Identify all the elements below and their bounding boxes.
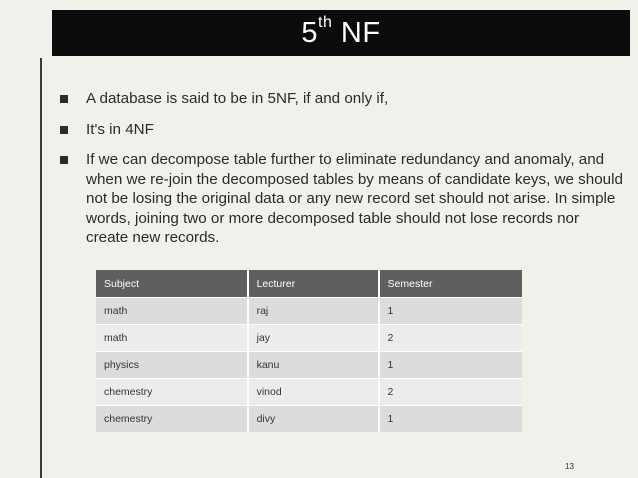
square-bullet-icon xyxy=(60,156,68,164)
column-header-lecturer: Lecturer xyxy=(248,270,379,298)
table-cell: 2 xyxy=(379,379,522,406)
slide-title xyxy=(301,13,381,49)
bullet-item xyxy=(58,120,624,140)
table-row xyxy=(96,379,522,406)
bullet-text: It's in 4NF xyxy=(86,120,154,138)
column-header-subject: Subject xyxy=(96,270,248,298)
table-cell: jay xyxy=(248,325,379,352)
table-cell: chemestry xyxy=(96,406,248,433)
title-text: NF xyxy=(332,16,381,49)
square-bullet-icon xyxy=(60,126,68,134)
example-table xyxy=(96,270,522,432)
table-cell: math xyxy=(96,325,248,352)
table-cell: kanu xyxy=(248,352,379,379)
table-cell: math xyxy=(96,298,248,325)
column-header-semester: Semester xyxy=(379,270,522,298)
table-cell: 2 xyxy=(379,325,522,352)
table-cell: 1 xyxy=(379,406,522,433)
table-cell: 1 xyxy=(379,352,522,379)
square-bullet-icon xyxy=(60,95,68,103)
table-header-row xyxy=(96,270,522,298)
title-superscript: th xyxy=(318,13,333,31)
left-vertical-rule xyxy=(40,58,42,478)
table-cell: physics xyxy=(96,352,248,379)
table-cell: chemestry xyxy=(96,379,248,406)
table-cell: raj xyxy=(248,298,379,325)
table-row xyxy=(96,352,522,379)
table-row xyxy=(96,298,522,325)
bullet-item xyxy=(58,89,624,109)
bullet-list xyxy=(58,89,624,259)
table-cell: divy xyxy=(248,406,379,433)
bullet-text: A database is said to be in 5NF, if and only if, xyxy=(86,90,389,107)
table-cell: vinod xyxy=(248,379,379,406)
bullet-item xyxy=(58,150,624,248)
table-row xyxy=(96,406,522,433)
title-number: 5 xyxy=(301,16,319,49)
table-cell: 1 xyxy=(379,298,522,325)
table-row xyxy=(96,325,522,352)
page-number: 13 xyxy=(565,462,574,471)
bullet-text: If we can decompose table further to eliminate redundancy and anomaly, and when we re-join the decomposed tables by means of candidate keys, we should not be losing the original data or any new record set should not arise. In simple words, joining two or more decomposed table should not lose records nor create new records. xyxy=(86,151,623,246)
title-bar xyxy=(52,10,630,56)
